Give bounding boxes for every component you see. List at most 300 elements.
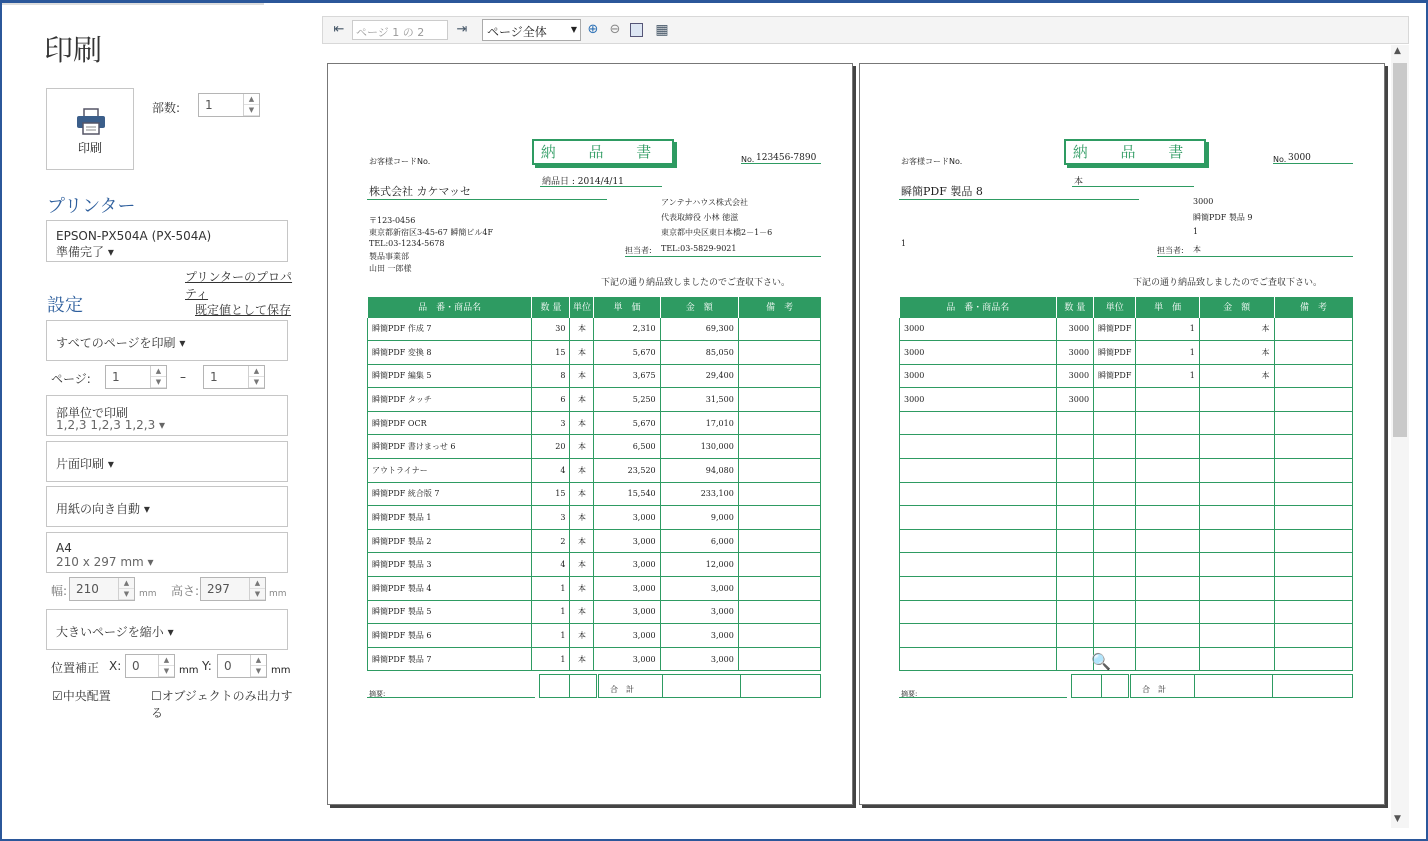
table-row (900, 435, 1353, 459)
table-cell (1056, 482, 1094, 506)
address-line: 東京都新宿区3-45-67 瞬簡ビル4F (369, 228, 494, 237)
table-cell: 1 (532, 577, 570, 601)
table-row (900, 364, 1353, 388)
table-cell (900, 553, 1057, 577)
table-cell (1199, 482, 1274, 506)
down-arrow-icon[interactable]: ▼ (244, 105, 259, 116)
table-row (368, 577, 821, 601)
table-row (368, 435, 821, 459)
prev-page-icon[interactable]: ⇤ (333, 22, 345, 37)
table-cell: 本 (570, 435, 594, 459)
table-cell: 69,300 (660, 317, 738, 341)
table-row (900, 388, 1353, 412)
scroll-up-icon[interactable]: ▲ (1394, 46, 1401, 56)
table-cell: 1 (1136, 317, 1199, 341)
tantou-label: 担当者: (625, 246, 652, 255)
address-line: 山田 一郎様 (369, 264, 412, 273)
table-cell (1094, 506, 1136, 530)
table-cell: 本 (570, 506, 594, 530)
orientation-dropdown[interactable] (46, 486, 288, 527)
table-cell: 233,100 (660, 482, 738, 506)
table-cell: 15 (532, 341, 570, 365)
table-cell: 1 (532, 600, 570, 624)
invoice-title: 納 品 書 (532, 139, 674, 165)
orientation-label: 用紙の向き自動 ▾ (56, 502, 150, 516)
table-cell (1274, 577, 1353, 601)
width-label: 幅: (51, 584, 68, 598)
delivery-date: 納品日 : 2014/4/11 (542, 177, 624, 187)
table-cell (1056, 506, 1094, 530)
x-unit: mm (179, 665, 199, 676)
table-cell (1136, 435, 1199, 459)
save-default-link[interactable]: 既定値として保存 (195, 303, 292, 317)
printer-status: 準備完了 ▾ (56, 245, 114, 259)
paper-size-dropdown[interactable] (46, 532, 288, 573)
table-cell: 9,000 (660, 506, 738, 530)
up-arrow-icon[interactable]: ▲ (151, 366, 166, 377)
table-cell: 29,400 (660, 364, 738, 388)
table-cell (1136, 506, 1199, 530)
table-header: 単 価 (594, 297, 660, 317)
invoice-page (859, 63, 1385, 805)
table-row (900, 482, 1353, 506)
table-cell (1056, 600, 1094, 624)
items-table (899, 297, 1353, 671)
table-cell: 2 (532, 529, 570, 553)
table-cell: 6 (532, 388, 570, 412)
down-arrow-icon[interactable]: ▼ (250, 589, 265, 600)
table-row (368, 364, 821, 388)
table-header: 品 番・商品名 (900, 297, 1057, 317)
settings-heading: 設定 (47, 295, 83, 316)
table-cell (1094, 529, 1136, 553)
table-cell (1274, 600, 1353, 624)
table-cell (1056, 553, 1094, 577)
width-stepper[interactable] (69, 577, 135, 601)
table-cell (1199, 506, 1274, 530)
width-value: 210 (76, 582, 99, 596)
table-cell: 15,540 (594, 482, 660, 506)
table-cell: 3 (532, 411, 570, 435)
scroll-down-icon[interactable]: ▼ (1394, 814, 1401, 824)
page-range-dash: – (180, 370, 186, 384)
copies-label: 部数: (152, 101, 181, 115)
printer-heading: プリンター (47, 196, 136, 217)
invoice-no-value: 3000 (1288, 153, 1311, 163)
table-cell: 瞬簡PDF 統合版 7 (368, 482, 532, 506)
supplier-line: 代表取締役 小林 徳滋 (661, 213, 739, 222)
paper-sub: 210 x 297 mm ▾ (56, 555, 154, 569)
printer-name: EPSON-PX504A (PX-504A) (56, 229, 212, 243)
table-cell: 23,520 (594, 459, 660, 483)
table-cell: 本 (570, 482, 594, 506)
table-cell: 12,000 (660, 553, 738, 577)
x-offset-value: 0 (132, 659, 140, 673)
table-cell: 3,000 (660, 577, 738, 601)
table-cell (738, 600, 820, 624)
table-cell (1056, 459, 1094, 483)
supplier-line: 3000 (1193, 197, 1214, 206)
table-cell (1199, 411, 1274, 435)
table-header: 品 番・商品名 (368, 297, 532, 317)
table-cell: 3,000 (594, 529, 660, 553)
table-cell (900, 435, 1057, 459)
table-cell (1136, 577, 1199, 601)
table-cell: 本 (1199, 364, 1274, 388)
table-row (368, 647, 821, 671)
table-cell: 本 (570, 388, 594, 412)
table-cell (900, 411, 1057, 435)
sides-dropdown[interactable] (46, 441, 288, 482)
up-arrow-icon[interactable]: ▲ (251, 655, 266, 666)
table-cell (1199, 553, 1274, 577)
zoom-in-icon[interactable]: ⊕ (587, 22, 599, 37)
table-cell: 3000 (1056, 317, 1094, 341)
table-cell (1274, 624, 1353, 648)
table-cell: 6,000 (660, 529, 738, 553)
table-header: 金 額 (1199, 297, 1274, 317)
table-cell (1199, 577, 1274, 601)
table-header: 備 考 (738, 297, 820, 317)
table-cell: 6,500 (594, 435, 660, 459)
table-cell: 2,310 (594, 317, 660, 341)
table-cell (1056, 647, 1094, 671)
table-header: 単位 (570, 297, 594, 317)
table-cell (1056, 435, 1094, 459)
table-cell: 3,000 (594, 600, 660, 624)
table-header: 単 価 (1136, 297, 1199, 317)
table-cell (900, 647, 1057, 671)
printer-dropdown[interactable] (46, 220, 288, 262)
table-cell (900, 459, 1057, 483)
table-cell: 瞬簡PDF 書けまっせ 6 (368, 435, 532, 459)
table-cell: 94,080 (660, 459, 738, 483)
table-cell: 17,010 (660, 411, 738, 435)
customer-code-label: お客様コードNo. (369, 157, 431, 166)
table-cell: 瞬簡PDF 製品 5 (368, 600, 532, 624)
objects-only-checkbox[interactable] (151, 687, 300, 721)
table-cell: 本 (570, 600, 594, 624)
page-indicator-text: ページ 1 の 2 (356, 26, 425, 39)
table-cell: 瞬簡PDF 製品 4 (368, 577, 532, 601)
preview-toolbar (322, 16, 1409, 44)
total-label: 合 計 (610, 685, 634, 694)
up-arrow-icon[interactable]: ▲ (244, 94, 259, 105)
delivery-message: 下記の通り納品致しましたのでご査収下さい。 (601, 278, 791, 288)
table-cell (900, 600, 1057, 624)
table-cell: 3000 (900, 341, 1057, 365)
table-cell: 1 (532, 647, 570, 671)
table-cell (1136, 388, 1199, 412)
table-row (368, 482, 821, 506)
printer-icon (76, 108, 106, 136)
table-cell (1094, 388, 1136, 412)
center-checkbox[interactable] (52, 687, 111, 704)
table-cell: 8 (532, 364, 570, 388)
items-table (367, 297, 821, 671)
table-row (368, 341, 821, 365)
table-cell: 3,000 (594, 577, 660, 601)
table-cell: 3000 (1056, 388, 1094, 412)
table-cell: 本 (570, 317, 594, 341)
invoice-page (327, 63, 853, 805)
table-cell (1094, 624, 1136, 648)
table-cell: 瞬簡PDF (1094, 364, 1136, 388)
scrollbar-thumb[interactable] (1393, 63, 1407, 437)
zoom-mode-select[interactable] (482, 19, 581, 41)
address-line: TEL:03-1234-5678 (369, 239, 445, 248)
down-arrow-icon[interactable]: ▼ (119, 589, 134, 600)
table-cell (738, 435, 820, 459)
table-cell (1136, 411, 1199, 435)
table-cell (900, 624, 1057, 648)
page-title: 印刷 (44, 33, 103, 67)
table-cell: 本 (570, 411, 594, 435)
table-cell (1199, 435, 1274, 459)
table-row (368, 506, 821, 530)
table-cell (1199, 600, 1274, 624)
table-cell: 4 (532, 553, 570, 577)
center-label: 中央配置 (62, 689, 111, 703)
table-cell (1199, 624, 1274, 648)
customer-code-label: お客様コードNo. (901, 157, 963, 166)
table-cell (1056, 411, 1094, 435)
down-arrow-icon[interactable]: ▼ (249, 377, 264, 388)
table-cell: 瞬簡PDF OCR (368, 411, 532, 435)
y-label: Y: (202, 659, 212, 673)
table-cell (1274, 388, 1353, 412)
y-offset-stepper[interactable] (217, 654, 267, 678)
table-cell: 3,000 (594, 624, 660, 648)
table-cell: 3000 (900, 364, 1057, 388)
table-cell: 4 (532, 459, 570, 483)
customer-name: 株式会社 カケマッセ (369, 185, 472, 198)
table-cell (738, 506, 820, 530)
table-header: 金 額 (660, 297, 738, 317)
table-row (900, 317, 1353, 341)
scaling-label: 大きいページを縮小 ▾ (56, 625, 174, 639)
table-cell (1274, 411, 1353, 435)
table-cell (738, 553, 820, 577)
invoice-no-label: No. (1273, 155, 1287, 164)
table-cell: 31,500 (660, 388, 738, 412)
table-cell (1199, 388, 1274, 412)
scaling-dropdown[interactable] (46, 609, 288, 650)
table-cell (900, 577, 1057, 601)
table-cell (738, 577, 820, 601)
single-page-icon[interactable] (630, 23, 643, 37)
collate-title: 部単位で印刷 (56, 406, 129, 420)
table-cell (738, 411, 820, 435)
table-cell (738, 341, 820, 365)
table-cell: 瞬簡PDF 製品 1 (368, 506, 532, 530)
table-cell: 3000 (900, 317, 1057, 341)
page-indicator-field[interactable] (352, 20, 448, 40)
table-cell: 1 (1136, 341, 1199, 365)
table-cell (738, 364, 820, 388)
table-cell: 瞬簡PDF 製品 7 (368, 647, 532, 671)
table-cell (1136, 600, 1199, 624)
supplier-line: 1 (1193, 227, 1199, 236)
table-cell: 3,000 (594, 647, 660, 671)
table-cell: 本 (570, 341, 594, 365)
table-cell: 本 (570, 364, 594, 388)
table-cell (1199, 647, 1274, 671)
invoice-title: 納 品 書 (1064, 139, 1206, 165)
address-line: 製品事業部 (369, 252, 409, 261)
top-divider (2, 3, 264, 5)
table-cell (738, 388, 820, 412)
table-cell (1136, 624, 1199, 648)
table-cell (1274, 364, 1353, 388)
tantou-value: 本 (1193, 245, 1201, 254)
page-from-stepper[interactable] (105, 365, 167, 389)
sides-label: 片面印刷 ▾ (56, 457, 114, 471)
table-cell (1094, 577, 1136, 601)
table-cell (900, 482, 1057, 506)
up-arrow-icon[interactable]: ▲ (159, 655, 174, 666)
table-row (368, 388, 821, 412)
table-cell: 3,000 (594, 506, 660, 530)
supplier-line: 瞬簡PDF 製品 9 (1193, 213, 1253, 222)
checkbox-checked-icon: ☑ (52, 689, 63, 703)
table-cell: 本 (570, 577, 594, 601)
multi-page-icon[interactable]: ▦ (655, 22, 669, 38)
customer-name: 瞬簡PDF 製品 8 (901, 185, 983, 198)
paper-title: A4 (56, 541, 72, 555)
tantou-label: 担当者: (1157, 246, 1184, 255)
table-row (368, 624, 821, 648)
table-row (368, 600, 821, 624)
table-cell: 瞬簡PDF 製品 6 (368, 624, 532, 648)
table-cell (738, 317, 820, 341)
magnifier-cursor-icon: 🔍 (1091, 652, 1111, 671)
table-cell: 3000 (900, 388, 1057, 412)
table-row (900, 577, 1353, 601)
print-button[interactable] (46, 88, 134, 170)
table-row (900, 553, 1353, 577)
table-row (900, 624, 1353, 648)
table-cell (738, 624, 820, 648)
table-cell: 瞬簡PDF 製品 3 (368, 553, 532, 577)
checkbox-unchecked-icon: ☐ (151, 689, 162, 703)
table-cell: 3,000 (660, 647, 738, 671)
table-cell: 1 (1136, 364, 1199, 388)
copies-stepper[interactable] (198, 93, 260, 117)
table-cell: 3,675 (594, 364, 660, 388)
table-cell: 130,000 (660, 435, 738, 459)
next-page-icon[interactable]: ⇥ (456, 22, 468, 37)
height-label: 高さ: (171, 584, 200, 598)
table-cell (1136, 482, 1199, 506)
up-arrow-icon[interactable]: ▲ (250, 578, 265, 589)
settings-panel (4, 6, 300, 840)
width-unit: mm (139, 589, 157, 599)
table-cell (1199, 529, 1274, 553)
table-cell (1056, 577, 1094, 601)
table-cell: 瞬簡PDF (1094, 317, 1136, 341)
zoom-out-icon[interactable]: ⊖ (609, 22, 621, 37)
table-cell: 15 (532, 482, 570, 506)
table-cell (1094, 459, 1136, 483)
table-cell: 30 (532, 317, 570, 341)
page-to-stepper[interactable] (203, 365, 265, 389)
height-value: 297 (207, 582, 230, 596)
table-cell: 85,050 (660, 341, 738, 365)
table-cell: 5,250 (594, 388, 660, 412)
table-cell (900, 506, 1057, 530)
table-cell: 瞬簡PDF 編集 5 (368, 364, 532, 388)
table-cell (1274, 506, 1353, 530)
chevron-down-icon: ▼ (570, 25, 577, 34)
table-row (900, 341, 1353, 365)
page-from-value: 1 (112, 370, 120, 384)
table-cell (1274, 459, 1353, 483)
invoice-no-value: 123456-7890 (756, 153, 817, 163)
table-cell: 瞬簡PDF 製品 2 (368, 529, 532, 553)
table-row (368, 459, 821, 483)
table-cell (1056, 529, 1094, 553)
table-row (900, 529, 1353, 553)
table-row (368, 553, 821, 577)
up-arrow-icon[interactable]: ▲ (119, 578, 134, 589)
table-cell (1056, 624, 1094, 648)
table-cell: 20 (532, 435, 570, 459)
table-cell (738, 459, 820, 483)
table-cell (1094, 600, 1136, 624)
table-cell: 本 (570, 529, 594, 553)
table-cell (1094, 411, 1136, 435)
down-arrow-icon[interactable]: ▼ (159, 666, 174, 677)
table-cell: 3000 (1056, 341, 1094, 365)
table-cell: 本 (570, 647, 594, 671)
table-cell: 瞬簡PDF 変換 8 (368, 341, 532, 365)
x-offset-stepper[interactable] (125, 654, 175, 678)
offset-label: 位置補正 (51, 661, 100, 675)
table-row (900, 600, 1353, 624)
table-cell: アウトライナー (368, 459, 532, 483)
supplier-line: 東京都中央区東日本橋2－1－6 (661, 228, 773, 237)
printer-properties-link[interactable]: プリンターのプロパティ (185, 270, 293, 301)
table-cell (1094, 482, 1136, 506)
down-arrow-icon[interactable]: ▼ (251, 666, 266, 677)
table-header: 数 量 (1056, 297, 1094, 317)
table-cell (1274, 647, 1353, 671)
table-cell: 3,000 (660, 600, 738, 624)
table-cell (1094, 435, 1136, 459)
table-cell: 瞬簡PDF タッチ (368, 388, 532, 412)
up-arrow-icon[interactable]: ▲ (249, 366, 264, 377)
height-stepper[interactable] (200, 577, 266, 601)
collate-dropdown[interactable] (46, 395, 288, 436)
down-arrow-icon[interactable]: ▼ (151, 377, 166, 388)
collate-sub: 1,2,3 1,2,3 1,2,3 ▾ (56, 418, 166, 432)
table-row (900, 647, 1353, 671)
table-row (900, 459, 1353, 483)
objects-only-label: オブジェクトのみ出力する (151, 689, 293, 720)
table-cell: 3000 (1056, 364, 1094, 388)
table-cell (1136, 529, 1199, 553)
print-range-dropdown[interactable] (46, 320, 288, 361)
table-cell: 瞬簡PDF (1094, 341, 1136, 365)
table-cell (1274, 317, 1353, 341)
table-cell (738, 529, 820, 553)
y-offset-value: 0 (224, 659, 232, 673)
table-cell (1199, 459, 1274, 483)
delivery-date: 本 (1074, 177, 1084, 187)
table-row (368, 529, 821, 553)
remarks-label: 摘要: (369, 690, 386, 698)
